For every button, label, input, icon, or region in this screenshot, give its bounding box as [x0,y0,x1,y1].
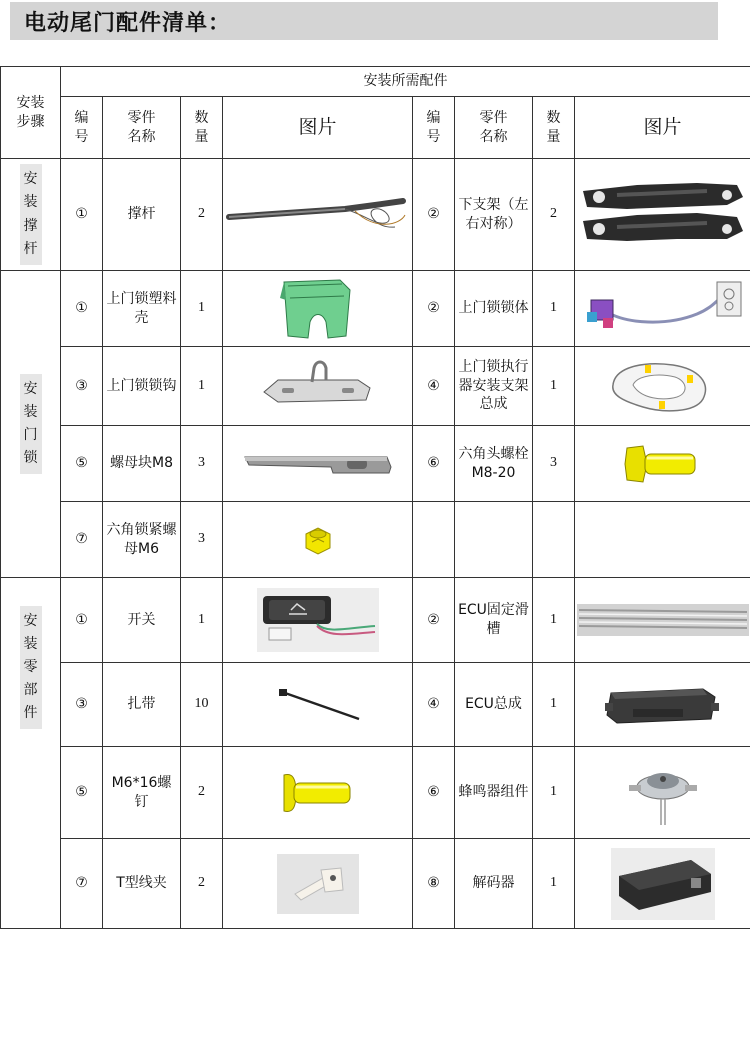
part-quantity: 1 [533,663,575,747]
part-number: ④ [413,663,455,747]
part-name: 六角锁紧螺母M6 [103,502,181,578]
part-quantity [533,502,575,578]
step-label: 安装撑杆 [20,164,42,264]
part-name: 上门锁锁钩 [103,347,181,426]
table-row [1,502,750,578]
part-number: ① [61,159,103,271]
part-name: 上门锁锁体 [455,271,533,347]
part-number: ⑥ [413,426,455,502]
part-name: 下支架（左右对称） [455,159,533,271]
buzzer-icon [627,757,699,829]
parts-header: 安装所需配件 [61,67,750,97]
table-row [1,578,750,663]
part-picture [223,426,413,502]
table-row [1,347,750,426]
part-picture [575,271,750,347]
part-quantity: 1 [533,271,575,347]
part-picture [223,159,413,271]
part-quantity: 3 [181,426,223,502]
part-picture [575,839,750,929]
part-number [413,502,455,578]
table-row [1,426,750,502]
part-quantity: 2 [181,747,223,839]
table-row [1,747,750,839]
part-number: ② [413,271,455,347]
part-name: 蜂鸣器组件 [455,747,533,839]
part-name [455,502,533,578]
part-name: 上门锁塑料壳 [103,271,181,347]
ecu-assembly-icon [603,679,723,731]
part-number: ② [413,159,455,271]
step-label: 安装零部件 [20,606,42,729]
part-name: 扎带 [103,663,181,747]
actuator-bracket-icon [603,355,723,417]
col-num-header: 编 号 [413,97,455,159]
part-name: 撑杆 [103,159,181,271]
parts-table [0,66,750,929]
slide-rail-icon [577,600,749,640]
part-name: ECU总成 [455,663,533,747]
part-quantity: 3 [181,502,223,578]
part-picture [575,426,750,502]
col-num-header: 编 号 [61,97,103,159]
part-number: ② [413,578,455,663]
screw-icon [278,771,358,815]
table-row [1,159,750,271]
part-number: ⑥ [413,747,455,839]
part-number: ③ [61,347,103,426]
part-picture [575,663,750,747]
col-qty-header: 数 量 [533,97,575,159]
strut-rod-icon [225,185,411,245]
part-name: 解码器 [455,839,533,929]
part-quantity: 2 [181,159,223,271]
part-number: ① [61,271,103,347]
table-row [1,271,750,347]
part-number: ③ [61,663,103,747]
cable-tie-icon [273,685,363,725]
part-quantity: 1 [533,747,575,839]
page-title: 电动尾门配件清单： [24,10,232,36]
part-quantity: 1 [181,347,223,426]
part-picture [223,839,413,929]
switch-icon [257,588,379,652]
part-quantity: 2 [181,839,223,929]
col-pic-header: 图片 [223,97,413,159]
part-name: 六角头螺栓M8-20 [455,426,533,502]
lock-nut-icon [298,520,338,560]
table-row [1,839,750,929]
part-picture [223,271,413,347]
col-name-header: 零件 名称 [455,97,533,159]
col-pic-header: 图片 [575,97,750,159]
part-name: 上门锁执行器安装支架总成 [455,347,533,426]
nut-block-icon [243,449,393,479]
lock-body-icon [577,274,749,344]
col-qty-header: 数 量 [181,97,223,159]
hex-bolt-icon [623,442,703,486]
part-picture [575,578,750,663]
part-name: ECU固定滑槽 [455,578,533,663]
part-name: M6*16螺钉 [103,747,181,839]
step-cell [1,271,61,578]
part-quantity: 2 [533,159,575,271]
lower-bracket-icon [577,177,749,253]
part-picture [223,502,413,578]
part-number: ④ [413,347,455,426]
table-row [1,663,750,747]
title-bar [10,2,718,40]
part-number: ⑦ [61,839,103,929]
part-name: 螺母块M8 [103,426,181,502]
part-picture [223,663,413,747]
part-quantity: 1 [533,578,575,663]
t-clip-icon [277,854,359,914]
part-quantity: 1 [181,271,223,347]
step-cell [1,578,61,929]
part-picture [575,159,750,271]
col-name-header: 零件 名称 [103,97,181,159]
decoder-icon [611,848,715,920]
part-name: T型线夹 [103,839,181,929]
part-picture [223,747,413,839]
lock-hook-icon [258,358,378,414]
part-picture [575,347,750,426]
step-label: 安装门锁 [20,374,42,474]
part-quantity: 1 [533,839,575,929]
part-name: 开关 [103,578,181,663]
part-number: ⑧ [413,839,455,929]
part-number: ⑤ [61,747,103,839]
part-number: ⑤ [61,426,103,502]
part-picture [223,347,413,426]
step-cell [1,159,61,271]
part-number: ① [61,578,103,663]
part-picture [575,502,750,578]
step-header: 安装步骤 [1,67,61,159]
part-quantity: 1 [533,347,575,426]
part-picture [575,747,750,839]
part-quantity: 10 [181,663,223,747]
lock-plastic-shell-icon [278,276,358,342]
part-quantity: 3 [533,426,575,502]
part-picture [223,578,413,663]
part-quantity: 1 [181,578,223,663]
part-number: ⑦ [61,502,103,578]
